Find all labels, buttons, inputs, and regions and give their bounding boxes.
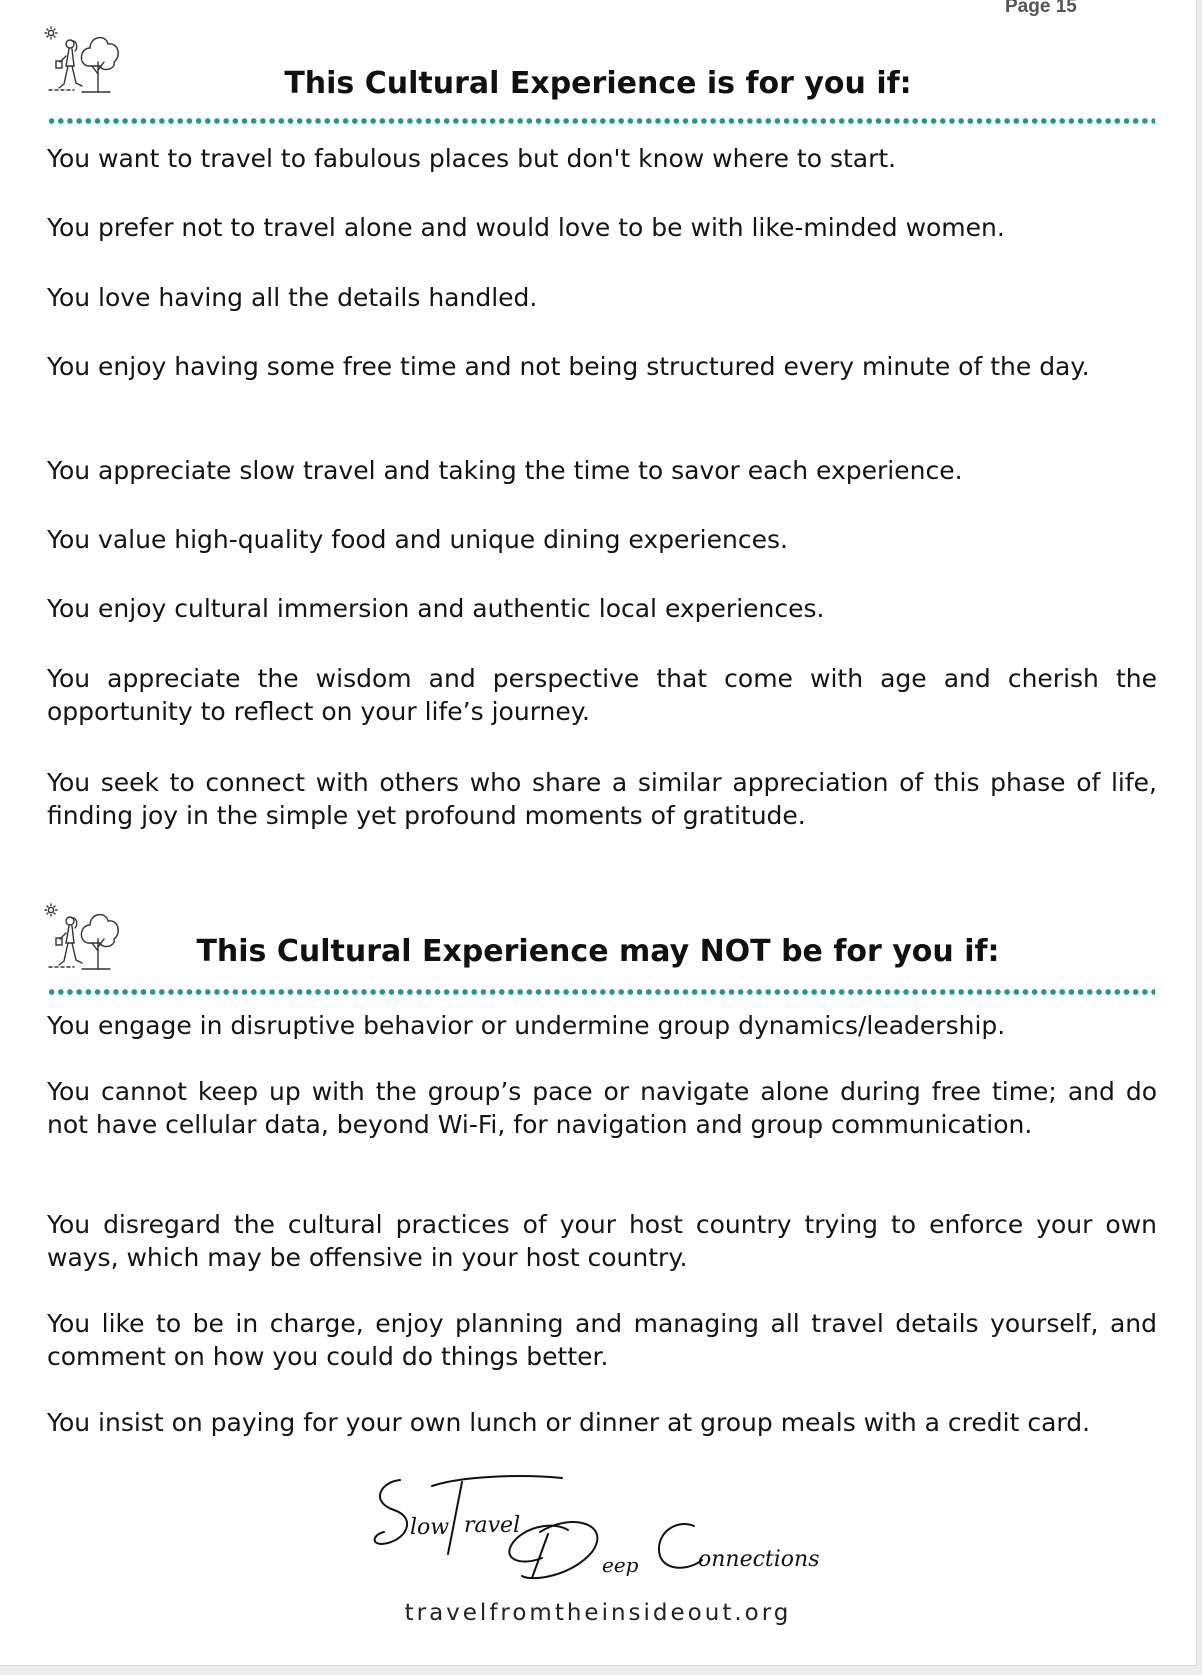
list-item: You enjoy cultural immersion and authentic local experiences.	[47, 594, 825, 623]
list-item: You enjoy having some free time and not being structured every minute of the day.	[47, 352, 1090, 381]
logo-travel: ravel	[464, 1513, 521, 1538]
list-item: You love having all the details handled.	[47, 283, 538, 312]
list-item: You seek to connect with others who share a similar appreciation of this phase of life, finding joy in the simple yet profound moments of gratitude.	[47, 768, 1157, 830]
list-item: You cannot keep up with the group’s pace or navigate alone during free time; and do not have cellular data, beyond Wi-Fi, for navigation and group communication.	[47, 1077, 1157, 1139]
list-item: You want to travel to fabulous places but don't know where to start.	[47, 144, 897, 173]
dotted-divider	[47, 989, 1155, 995]
logo-deep: eep	[602, 1553, 639, 1577]
list-item: You value high-quality food and unique dining experiences.	[47, 525, 788, 554]
page-number: Page 15	[1005, 0, 1077, 17]
list-item: You like to be in charge, enjoy planning and managing all travel details yourself, and comment on how you could do things better.	[47, 1309, 1157, 1371]
website-url: travelfromtheinsideout.org	[404, 1600, 792, 1626]
section-title: This Cultural Experience may NOT be for you if:	[196, 934, 1000, 969]
section-title: This Cultural Experience is for you if:	[284, 66, 912, 101]
list-item: You appreciate the wisdom and perspective that come with age and cherish the opportunity to reflect on your life’s journey.	[47, 664, 1157, 726]
list-item: You insist on paying for your own lunch or dinner at group meals with a credit card.	[47, 1408, 1091, 1437]
logo-connections: onnections	[698, 1547, 820, 1572]
logo-slow: low	[410, 1515, 450, 1540]
list-item: You prefer not to travel alone and would love to be with like-minded women.	[47, 213, 1005, 242]
brand-logo	[372, 1472, 852, 1600]
list-item: You appreciate slow travel and taking the time to savor each experience.	[47, 456, 963, 485]
list-item: You engage in disruptive behavior or undermine group dynamics/leadership.	[47, 1011, 1006, 1040]
list-item: You disregard the cultural practices of your host country trying to enforce your own ways, which may be offensive in your host country.	[47, 1210, 1157, 1272]
dotted-divider	[47, 118, 1155, 124]
